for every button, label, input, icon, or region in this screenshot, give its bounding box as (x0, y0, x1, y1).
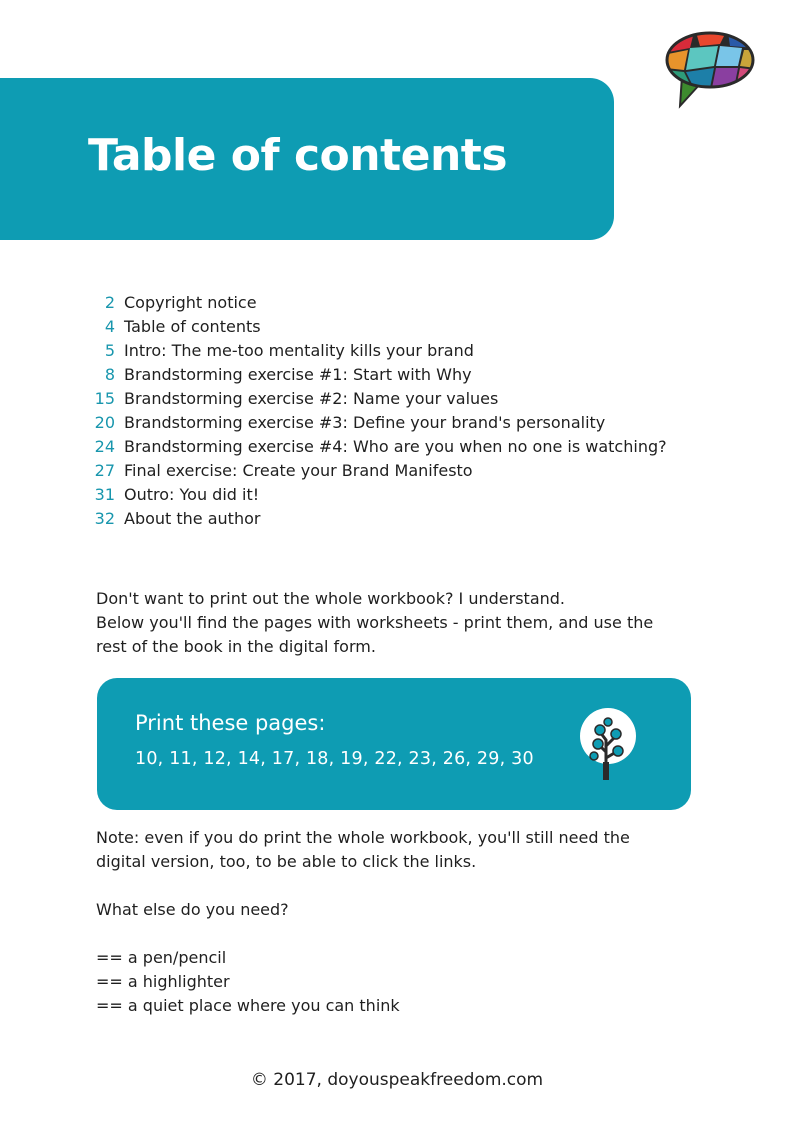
toc-page-number: 15 (94, 389, 115, 408)
toc-item[interactable] (88, 387, 667, 411)
needs-list-item: == a pen/pencil (96, 948, 227, 967)
print-pages-callout (97, 678, 691, 810)
note-line: Note: even if you do print the whole workbook, you'll still need the (96, 828, 630, 847)
toc-item[interactable] (88, 483, 667, 507)
tree-icon (576, 706, 640, 782)
toc-page-number: 2 (104, 293, 115, 312)
toc-item[interactable] (88, 363, 667, 387)
toc-list (88, 291, 667, 531)
needs-question: What else do you need? (96, 900, 289, 919)
toc-item[interactable] (88, 291, 667, 315)
toc-item-title: Brandstorming exercise #1: Start with Why (124, 365, 472, 384)
print-intro-paragraph (96, 587, 653, 659)
needs-list-item: == a highlighter (96, 972, 230, 991)
toc-item-title: Table of contents (124, 317, 261, 336)
toc-item-title: Copyright notice (124, 293, 257, 312)
toc-page-number: 8 (104, 365, 115, 384)
toc-page-number: 31 (94, 485, 115, 504)
toc-item-title: Brandstorming exercise #4: Who are you when no one is watching? (124, 437, 667, 456)
toc-page-number: 20 (94, 413, 115, 432)
toc-page-number: 5 (104, 341, 115, 360)
toc-page-number: 4 (104, 317, 115, 336)
intro-line: Below you'll find the pages with worksheets - print them, and use the (96, 613, 654, 632)
toc-page-number: 24 (94, 437, 115, 456)
toc-item[interactable] (88, 411, 667, 435)
speech-bubble-logo-icon (664, 30, 756, 110)
note-paragraph (96, 826, 630, 874)
print-pages-list: 10, 11, 12, 14, 17, 18, 19, 22, 23, 26, 29, 30 (135, 749, 534, 769)
footer-copyright: © 2017, doyouspeakfreedom.com (250, 1070, 544, 1090)
print-pages-title: Print these pages: (135, 711, 326, 735)
toc-item[interactable] (88, 339, 667, 363)
toc-page-number: 32 (94, 509, 115, 528)
toc-item-title: Outro: You did it! (124, 485, 260, 504)
toc-item-title: Intro: The me-too mentality kills your brand (124, 341, 474, 360)
intro-line: rest of the book in the digital form. (96, 637, 376, 656)
intro-line: Don't want to print out the whole workbook? I understand. (96, 589, 566, 608)
page-title: Table of contents (88, 130, 508, 181)
toc-item-title: Brandstorming exercise #2: Name your values (124, 389, 499, 408)
toc-item[interactable] (88, 315, 667, 339)
toc-page-number: 27 (94, 461, 115, 480)
toc-item-title: Final exercise: Create your Brand Manifesto (124, 461, 473, 480)
note-line: digital version, too, to be able to click the links. (96, 852, 477, 871)
toc-item-title: About the author (124, 509, 261, 528)
needs-list (96, 946, 400, 1018)
needs-list-item: == a quiet place where you can think (96, 996, 400, 1015)
toc-item[interactable] (88, 435, 667, 459)
toc-item[interactable] (88, 459, 667, 483)
toc-item[interactable] (88, 507, 667, 531)
toc-item-title: Brandstorming exercise #3: Define your brand's personality (124, 413, 606, 432)
